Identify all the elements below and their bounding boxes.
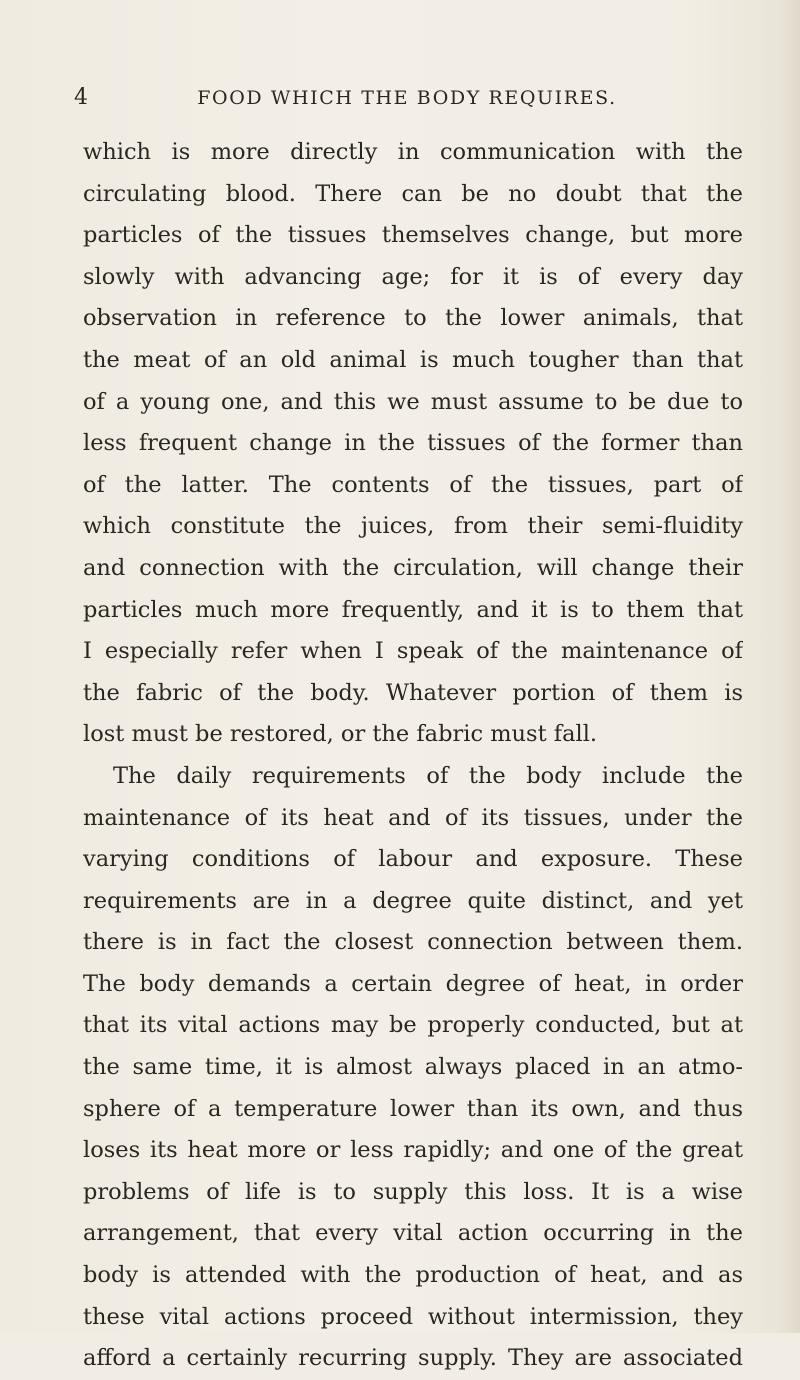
- text-line: particles of the tissues themselves change, but more: [83, 222, 743, 249]
- text-line: the same time, it is almost always placed in an atmo-: [83, 1054, 743, 1081]
- text-line: observation in reference to the lower animals, that: [83, 305, 743, 332]
- text-line: particles much more frequently, and it is to them that: [83, 596, 743, 623]
- text-line: varying conditions of labour and exposure. These: [83, 846, 743, 873]
- text-line: body is attended with the production of heat, and as: [83, 1262, 743, 1289]
- text-line: arrangement, that every vital action occurring in the: [83, 1220, 743, 1247]
- text-line: The daily requirements of the body include the: [113, 762, 743, 789]
- text-line: maintenance of its heat and of its tissues, under the: [83, 804, 743, 831]
- text-line: problems of life is to supply this loss. It is a wise: [83, 1178, 743, 1205]
- text-line: of the latter. The contents of the tissues, part of: [83, 471, 743, 498]
- text-line: that its vital actions may be properly conducted, but at: [83, 1012, 743, 1039]
- page-number: 4: [74, 85, 88, 110]
- page-edge-shadow: [778, 0, 800, 1333]
- text-line: the fabric of the body. Whatever portion of them is: [83, 679, 743, 706]
- text-line: I especially refer when I speak of the maintenance of: [83, 638, 743, 665]
- paragraph-1: [83, 132, 743, 756]
- body-text: [83, 132, 743, 1380]
- text-line: which constitute the juices, from their semi-fluidity: [83, 513, 743, 540]
- text-line: circulating blood. There can be no doubt that the: [83, 180, 743, 207]
- text-line: which is more directly in communication with the: [83, 139, 743, 165]
- text-line: there is in fact the closest connection between them.: [83, 929, 743, 956]
- running-title: FOOD WHICH THE BODY REQUIRES.: [197, 87, 617, 109]
- paragraph-2: [83, 756, 743, 1380]
- text-line: The body demands a certain degree of heat, in order: [83, 970, 743, 997]
- text-line: sphere of a temperature lower than its own, and thus: [83, 1095, 743, 1122]
- page-header: [72, 85, 742, 115]
- text-line: afford a certainly recurring supply. They are associated: [83, 1345, 743, 1372]
- text-line: the meat of an old animal is much tougher than that: [83, 346, 743, 373]
- text-line: requirements are in a degree quite distinct, and yet: [83, 887, 743, 914]
- text-line: lost must be restored, or the fabric must fall.: [83, 721, 598, 748]
- text-line: less frequent change in the tissues of the former than: [83, 430, 743, 457]
- text-line: these vital actions proceed without intermission, they: [83, 1303, 743, 1330]
- text-line: slowly with advancing age; for it is of every day: [83, 263, 743, 290]
- text-line: loses its heat more or less rapidly; and one of the great: [83, 1137, 743, 1164]
- text-line: of a young one, and this we must assume to be due to: [83, 388, 743, 415]
- text-line: and connection with the circulation, will change their: [83, 554, 743, 581]
